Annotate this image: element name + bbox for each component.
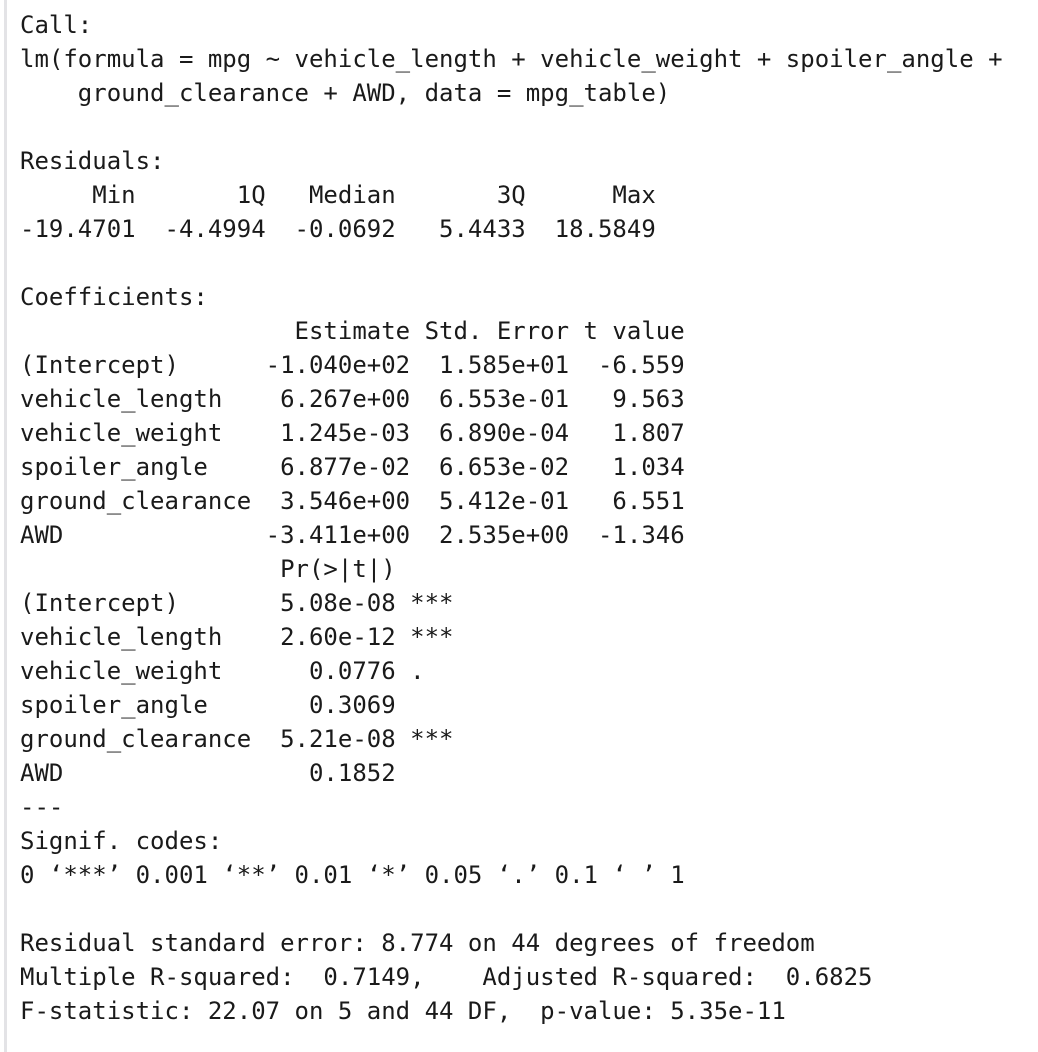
residuals-values: -19.4701 -4.4994 -0.0692 5.4433 18.5849 [20,215,671,243]
pvalue-row: vehicle_length 2.60e-12 *** [20,623,454,651]
coefficient-row: AWD -3.411e+00 2.535e+00 -1.346 [20,521,685,549]
separator: --- [20,793,64,821]
console-left-border [4,0,7,1052]
r-squared: Multiple R-squared: 0.7149, Adjusted R-squared: 0.6825 [20,963,887,991]
signif-codes-heading: Signif. codes: [20,827,252,855]
call-heading: Call: [20,11,93,39]
residuals-header: Min 1Q Median 3Q Max [20,181,671,209]
blank-line [20,892,1017,926]
residual-standard-error: Residual standard error: 8.774 on 44 degrees of freedom [20,929,815,957]
pvalue-row: ground_clearance 5.21e-08 *** [20,725,454,753]
pvalue-row: (Intercept) 5.08e-08 *** [20,589,454,617]
call-line: lm(formula = mpg ~ vehicle_length + vehicle_weight + spoiler_angle + [20,45,1017,73]
call-line: ground_clearance + AWD, data = mpg_table) [20,79,671,107]
pvalue-row: vehicle_weight 0.0776 . [20,657,454,685]
blank-line [20,110,1017,144]
residuals-heading: Residuals: [20,147,165,175]
coefficient-row: ground_clearance 3.546e+00 5.412e-01 6.551 [20,487,685,515]
coefficients-heading: Coefficients: [20,283,208,311]
f-statistic: F-statistic: 22.07 on 5 and 44 DF, p-value: 5.35e-11 [20,997,786,1025]
pvalue-header: Pr(>|t|) [20,555,454,583]
blank-line [20,246,1017,280]
coefficients-header: Estimate Std. Error t value [20,317,685,345]
coefficient-row: spoiler_angle 6.877e-02 6.653e-02 1.034 [20,453,685,481]
coefficient-row: vehicle_length 6.267e+00 6.553e-01 9.563 [20,385,685,413]
pvalue-row: spoiler_angle 0.3069 [20,691,454,719]
coefficient-row: vehicle_weight 1.245e-03 6.890e-04 1.807 [20,419,685,447]
r-console-output [20,8,1017,1028]
pvalue-row: AWD 0.1852 [20,759,454,787]
signif-codes: 0 ‘***’ 0.001 ‘**’ 0.01 ‘*’ 0.05 ‘.’ 0.1 ‘ ’ 1 [20,861,685,889]
coefficient-row: (Intercept) -1.040e+02 1.585e+01 -6.559 [20,351,685,379]
